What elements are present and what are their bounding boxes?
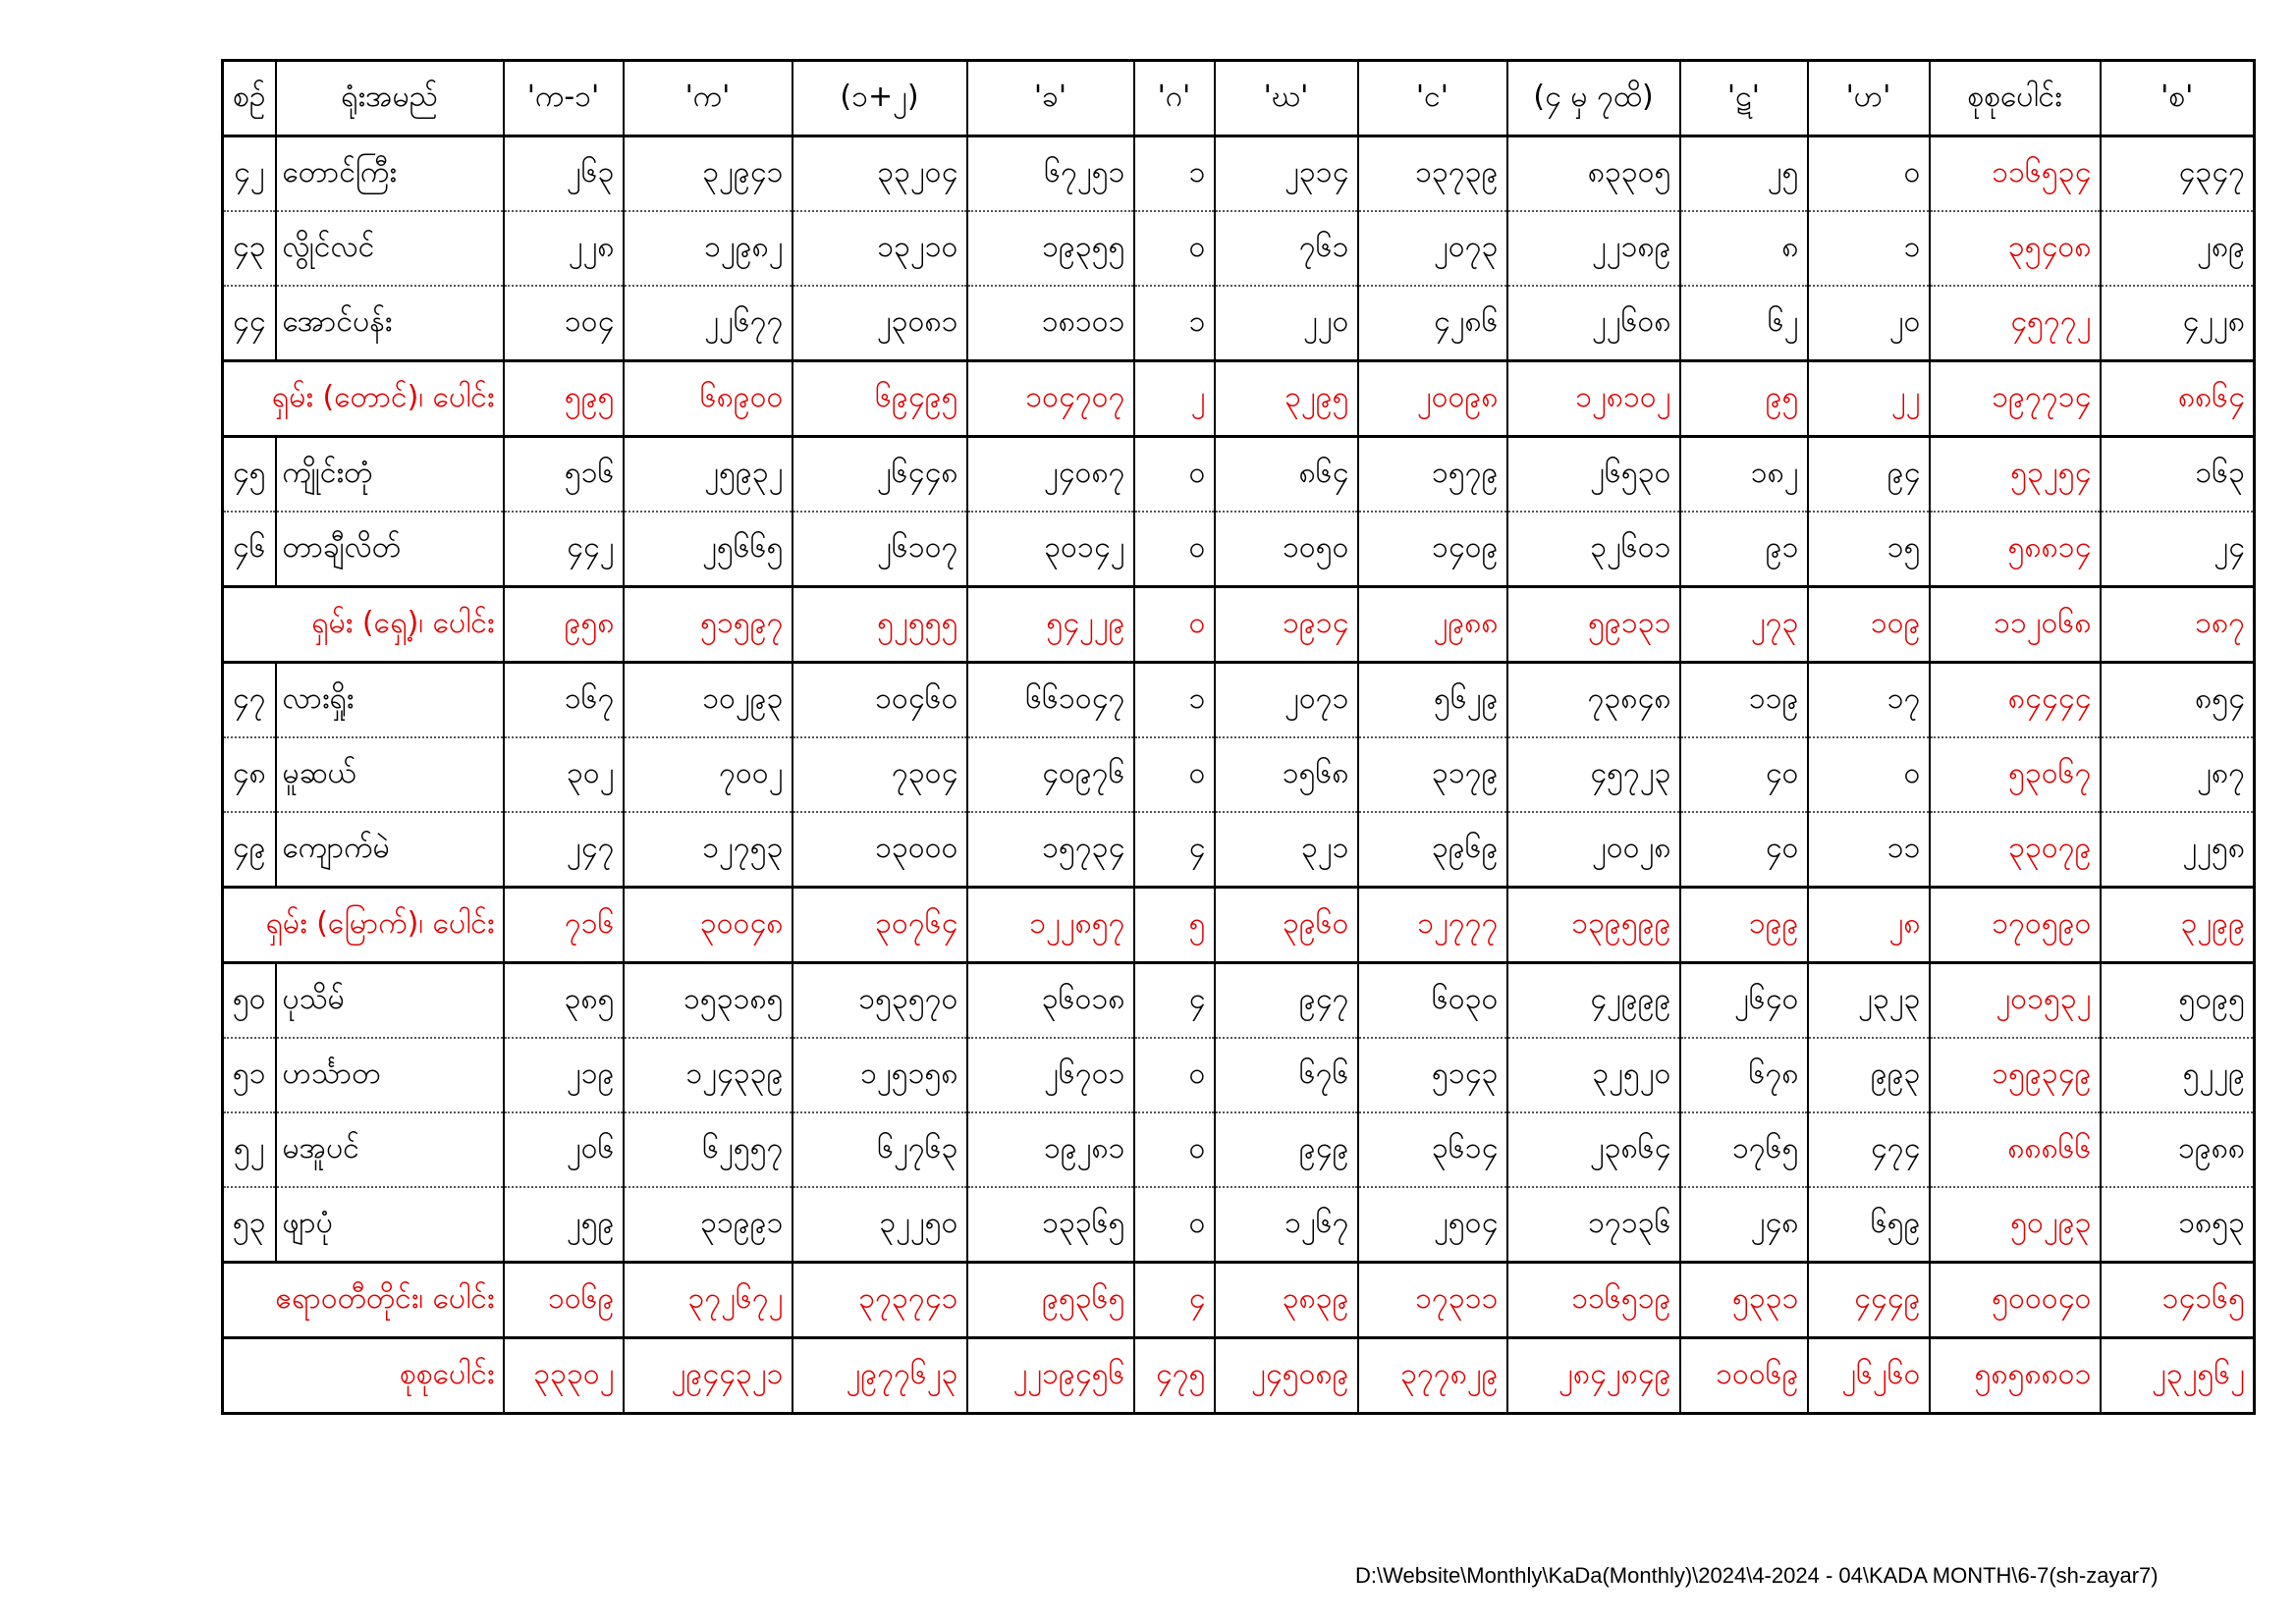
table-cell: ၁၀၅၀ — [1215, 512, 1358, 587]
table-cell: ၁၂၉၈၂ — [624, 211, 793, 286]
table-cell: ၂၅၀၄ — [1358, 1187, 1507, 1263]
table-cell: ၂၁၉ — [504, 1038, 624, 1112]
subtotal-row — [223, 1263, 2255, 1338]
table-cell: ၁၂၆၇ — [1215, 1187, 1358, 1263]
table-cell: ၆၅၉ — [1808, 1187, 1930, 1263]
table-cell: ၂၀၆ — [504, 1112, 624, 1187]
table-cell: ၁၅၆၈ — [1215, 737, 1358, 812]
table-cell: ၉၅၈ — [504, 587, 624, 663]
column-header: 'ဋ' — [1680, 61, 1808, 136]
table-cell: ၃၀၇၆၄ — [793, 888, 967, 963]
table-cell: ၁၅၃၅၇၀ — [793, 963, 967, 1039]
table-cell: ၃၇၃၇၄၁ — [793, 1263, 967, 1338]
table-cell: ၂၃၂၅၆၂ — [2101, 1338, 2255, 1414]
table-cell: ၃၇၂၆၇၂ — [624, 1263, 793, 1338]
table-cell: ၇၃၀၄ — [793, 737, 967, 812]
table-cell: ၁၉၉ — [1680, 888, 1808, 963]
column-header: (၄ မှ ၇ထိ) — [1507, 61, 1680, 136]
table-cell: ၂၄ — [2101, 512, 2255, 587]
table-cell: ၁၆၃ — [2101, 437, 2255, 513]
table-cell: ၈၆၄ — [1215, 437, 1358, 513]
table-cell: ၃၀၁၄၂ — [967, 512, 1134, 587]
table-cell: ၃၃၂၀၄ — [793, 136, 967, 212]
table-cell: ၈၈၈၆၆ — [1930, 1112, 2101, 1187]
column-header: စဉ် — [223, 61, 276, 136]
table-cell: ၆၇၆ — [1215, 1038, 1358, 1112]
table-cell: ၉၄၇ — [1215, 963, 1358, 1039]
table-cell: ၁၉၁၄ — [1215, 587, 1358, 663]
table-cell: ၅၉၅ — [504, 361, 624, 437]
table-cell: ၀ — [1134, 512, 1215, 587]
table-cell: ၉၅ — [1680, 361, 1808, 437]
table-cell: ၂၀ — [1808, 286, 1930, 361]
table-cell: ၂၄၈ — [1680, 1187, 1808, 1263]
table-cell: ၅၀၂၉၃ — [1930, 1187, 2101, 1263]
table-cell: ၁၃၂၁၀ — [793, 211, 967, 286]
table-cell: ၂၀၀၉၈ — [1358, 361, 1507, 437]
table-cell: ၁၁၉ — [1680, 663, 1808, 738]
table-cell: ၇၃၈၄၈ — [1507, 663, 1680, 738]
column-header: (၁+၂) — [793, 61, 967, 136]
office-name: ဖျာပုံ — [276, 1187, 504, 1263]
table-cell: ၃၂၁ — [1215, 812, 1358, 888]
table-cell: ၈၃၃၀၅ — [1507, 136, 1680, 212]
table-cell: ၅ — [1134, 888, 1215, 963]
table-cell: ၄၀ — [1680, 812, 1808, 888]
table-cell: ၂၆၂၆၀ — [1808, 1338, 1930, 1414]
table-cell: ၈ — [1680, 211, 1808, 286]
row-number: ၄၃ — [223, 211, 276, 286]
table-cell: ၄၅၇၇၂ — [1930, 286, 2101, 361]
column-header: 'ဟ' — [1808, 61, 1930, 136]
table-cell: ၃၈၃၉ — [1215, 1263, 1358, 1338]
column-header: 'င' — [1358, 61, 1507, 136]
table-cell: ၆၆၁၀၄၇ — [967, 663, 1134, 738]
table-cell: ၃၂၆၀၁ — [1507, 512, 1680, 587]
table-cell: ၅၀၉၅ — [2101, 963, 2255, 1039]
table-cell: ၂၅၉၃၂ — [624, 437, 793, 513]
table-cell: ၂၅ — [1680, 136, 1808, 212]
grand-total-label: စုစုပေါင်း — [223, 1338, 504, 1414]
column-header: 'က-၁' — [504, 61, 624, 136]
table-cell: ၀ — [1808, 136, 1930, 212]
office-name: တောင်ကြီး — [276, 136, 504, 212]
table-cell: ၂၆၅၃၀ — [1507, 437, 1680, 513]
table-cell: ၂၇၃ — [1680, 587, 1808, 663]
column-header: ရုံးအမည် — [276, 61, 504, 136]
table-cell: ၀ — [1134, 1038, 1215, 1112]
table-row — [223, 812, 2255, 888]
table-cell: ၅၄၂၂၉ — [967, 587, 1134, 663]
table-cell: ၂၃၁၄ — [1215, 136, 1358, 212]
table-cell: ၂၅၉ — [504, 1187, 624, 1263]
table-cell: ၇၆၁ — [1215, 211, 1358, 286]
table-cell: ၁၅၇၉ — [1358, 437, 1507, 513]
table-cell: ၉၄၉ — [1215, 1112, 1358, 1187]
table-cell: ၃၂၂၅၀ — [793, 1187, 967, 1263]
table-cell: ၁၀၄၇၀၇ — [967, 361, 1134, 437]
table-cell: ၁၀၆၉ — [504, 1263, 624, 1338]
table-cell: ၁၉၂၈၁ — [967, 1112, 1134, 1187]
table-cell: ၁၁၂၀၆၈ — [1930, 587, 2101, 663]
table-cell: ၄၀ — [1680, 737, 1808, 812]
table-cell: ၃၇၇၈၂၉ — [1358, 1338, 1507, 1414]
table-cell: ၅၈၈၁၄ — [1930, 512, 2101, 587]
table-cell: ၂၆၄၄၈ — [793, 437, 967, 513]
table-cell: ၉၉၃ — [1808, 1038, 1930, 1112]
table-cell: ၂၈၇ — [2101, 737, 2255, 812]
footer-file-path: D:\Website\Monthly\KaDa(Monthly)\2024\4-2024 - 04\KADA MONTH\6-7(sh-zayar7) — [1355, 1563, 2159, 1588]
table-cell: ၀ — [1134, 437, 1215, 513]
table-cell: ၁၆၇ — [504, 663, 624, 738]
table-cell: ၄၄၂ — [504, 512, 624, 587]
table-cell: ၁၀၀၆၉ — [1680, 1338, 1808, 1414]
table-cell: ၁၂၇၇၇ — [1358, 888, 1507, 963]
table-cell: ၃၂၅၂၀ — [1507, 1038, 1680, 1112]
table-cell: ၂၉၇၇၆၂၃ — [793, 1338, 967, 1414]
table-row — [223, 286, 2255, 361]
table-cell: ၂၅၆၆၅ — [624, 512, 793, 587]
table-cell: ၅၉၁၃၁ — [1507, 587, 1680, 663]
table-cell: ၃၅၄၀၈ — [1930, 211, 2101, 286]
subtotal-label: ဧရာဝတီတိုင်း၊ ပေါင်း — [223, 1263, 504, 1338]
table-cell: ၀ — [1134, 1187, 1215, 1263]
office-name: ကျောက်မဲ — [276, 812, 504, 888]
table-cell: ၁၃၀၀၀ — [793, 812, 967, 888]
table-cell: ၁၉၇၇၁၄ — [1930, 361, 2101, 437]
table-cell: ၂၄၇ — [504, 812, 624, 888]
table-cell: ၂၀၀၂၈ — [1507, 812, 1680, 888]
row-number: ၅၃ — [223, 1187, 276, 1263]
table-cell: ၁၈၁၀၁ — [967, 286, 1134, 361]
table-cell: ၄ — [1134, 812, 1215, 888]
table-cell: ၃၂၉၄၁ — [624, 136, 793, 212]
table-cell: ၄၀၉၇၆ — [967, 737, 1134, 812]
table-row — [223, 437, 2255, 513]
table-cell: ၀ — [1808, 737, 1930, 812]
table-cell: ၅၁၆ — [504, 437, 624, 513]
table-cell: ၁၂၂၈၅၇ — [967, 888, 1134, 963]
table-cell: ၂၂၈ — [504, 211, 624, 286]
table-cell: ၆၇၈ — [1680, 1038, 1808, 1112]
column-header: စုစုပေါင်း — [1930, 61, 2101, 136]
table-cell: ၁၈၂ — [1680, 437, 1808, 513]
table-cell: ၅၈၅၈၈၀၁ — [1930, 1338, 2101, 1414]
table-cell: ၁၈၇ — [2101, 587, 2255, 663]
table-cell: ၁၂၄၃၃၉ — [624, 1038, 793, 1112]
table-cell: ၃၉၆၉ — [1358, 812, 1507, 888]
office-name: လားရှိုး — [276, 663, 504, 738]
table-cell: ၁၅၉၃၄၉ — [1930, 1038, 2101, 1112]
table-cell: ၃၉၆၀ — [1215, 888, 1358, 963]
table-cell: ၄၄၄၉ — [1808, 1263, 1930, 1338]
table-cell: ၂၈ — [1808, 888, 1930, 963]
table-cell: ၅၆၂၉ — [1358, 663, 1507, 738]
row-number: ၄၆ — [223, 512, 276, 587]
row-number: ၅၂ — [223, 1112, 276, 1187]
table-cell: ၁၅၇၃၄ — [967, 812, 1134, 888]
table-cell: ၄၅၇၂၃ — [1507, 737, 1680, 812]
table-cell: ၂၄၀၈၇ — [967, 437, 1134, 513]
office-name: မူဆယ် — [276, 737, 504, 812]
table-row — [223, 663, 2255, 738]
column-header: 'က' — [624, 61, 793, 136]
table-row — [223, 737, 2255, 812]
table-cell: ၉၁ — [1680, 512, 1808, 587]
table-cell: ၂၃၀၈၁ — [793, 286, 967, 361]
row-number: ၄၉ — [223, 812, 276, 888]
table-cell: ၃၂၉၉ — [2101, 888, 2255, 963]
row-number: ၄၅ — [223, 437, 276, 513]
table-cell: ၄၇၄ — [1808, 1112, 1930, 1187]
office-name: မအူပင် — [276, 1112, 504, 1187]
row-number: ၄၇ — [223, 663, 276, 738]
row-number: ၄၈ — [223, 737, 276, 812]
table-cell: ၁၃၇၃၉ — [1358, 136, 1507, 212]
table-cell: ၃၀၂ — [504, 737, 624, 812]
column-header: 'စ' — [2101, 61, 2255, 136]
table-row — [223, 963, 2255, 1039]
table-cell: ၂၀၇၃ — [1358, 211, 1507, 286]
table-cell: ၁၃၃၆၅ — [967, 1187, 1134, 1263]
grand-total-row — [223, 1338, 2255, 1414]
table-cell: ၂၆၄၀ — [1680, 963, 1808, 1039]
table-cell: ၇၁၆ — [504, 888, 624, 963]
table-row — [223, 1038, 2255, 1112]
subtotal-row — [223, 587, 2255, 663]
table-cell: ၄၇၅ — [1134, 1338, 1215, 1414]
table-cell: ၅၀၀၀၄၀ — [1930, 1263, 2101, 1338]
table-cell: ၁၇၃၁၁ — [1358, 1263, 1507, 1338]
table-cell: ၆၈၉၀၀ — [624, 361, 793, 437]
subtotal-row — [223, 888, 2255, 963]
table-cell: ၂၂၁၉၄၅၆ — [967, 1338, 1134, 1414]
table-row — [223, 1112, 2255, 1187]
subtotal-label: ရှမ်း (ရှေ့)၊ ပေါင်း — [223, 587, 504, 663]
table-row — [223, 1187, 2255, 1263]
table-cell: ၂၂၀ — [1215, 286, 1358, 361]
subtotal-label: ရှမ်း (မြောက်)၊ ပေါင်း — [223, 888, 504, 963]
table-row — [223, 512, 2255, 587]
table-cell: ၁၈၅၃ — [2101, 1187, 2255, 1263]
table-cell: ၂၈၄၂၈၄၉ — [1507, 1338, 1680, 1414]
table-cell: ၅၂၅၅၅ — [793, 587, 967, 663]
table-cell: ၆၂၅၅၇ — [624, 1112, 793, 1187]
table-cell: ၃၁၇၉ — [1358, 737, 1507, 812]
table-cell: ၀ — [1134, 737, 1215, 812]
table-cell: ၅၃၂၅၄ — [1930, 437, 2101, 513]
table-cell: ၁၇၀၅၉၀ — [1930, 888, 2101, 963]
table-cell: ၃၁၉၉၁ — [624, 1187, 793, 1263]
table-cell: ၁၉၈၈ — [2101, 1112, 2255, 1187]
office-name: လွိုင်လင် — [276, 211, 504, 286]
table-cell: ၇၀၀၂ — [624, 737, 793, 812]
table-cell: ၃၈၅ — [504, 963, 624, 1039]
table-cell: ၃၃၀၇၉ — [1930, 812, 2101, 888]
table-cell: ၄၂၂၈ — [2101, 286, 2255, 361]
table-cell: ၂ — [1134, 361, 1215, 437]
table-cell: ၅၂၂၉ — [2101, 1038, 2255, 1112]
table-cell: ၂၂၁၈၉ — [1507, 211, 1680, 286]
table-cell: ၀ — [1134, 587, 1215, 663]
table-cell: ၂၄၅၀၈၉ — [1215, 1338, 1358, 1414]
table-cell: ၂၃၂၃ — [1808, 963, 1930, 1039]
table-cell: ၁၄၁၆၅ — [2101, 1263, 2255, 1338]
table-cell: ၈၄၄၄၄ — [1930, 663, 2101, 738]
table-cell: ၅၁၅၉၇ — [624, 587, 793, 663]
column-header: 'ဃ' — [1215, 61, 1358, 136]
table-cell: ၈၅၄ — [2101, 663, 2255, 738]
row-number: ၄၄ — [223, 286, 276, 361]
office-name: အောင်ပန်း — [276, 286, 504, 361]
table-cell: ၂၂၆၀၈ — [1507, 286, 1680, 361]
table-cell: ၂၀၁၅၃၂ — [1930, 963, 2101, 1039]
table-cell: ၁၄၀၉ — [1358, 512, 1507, 587]
table-cell: ၁၀၄ — [504, 286, 624, 361]
office-name: ဟင်္သာတ — [276, 1038, 504, 1112]
table-cell: ၄၃၄၇ — [2101, 136, 2255, 212]
table-cell: ၂၆၁၀၇ — [793, 512, 967, 587]
table-cell: ၁၂၅၁၅၈ — [793, 1038, 967, 1112]
table-cell: ၁၇၁၃၆ — [1507, 1187, 1680, 1263]
table-cell: ၀ — [1134, 1112, 1215, 1187]
table-cell: ၂၂၅၈ — [2101, 812, 2255, 888]
table-row — [223, 136, 2255, 212]
header-row — [223, 61, 2255, 136]
table-cell: ၁၂၈၁၀၂ — [1507, 361, 1680, 437]
table-cell: ၆၂၇၆၃ — [793, 1112, 967, 1187]
table-cell: ၂၈၉ — [2101, 211, 2255, 286]
table-cell: ၁ — [1134, 136, 1215, 212]
table-cell: ၁၁၆၅၃၄ — [1930, 136, 2101, 212]
table-cell: ၃၆၀၁၈ — [967, 963, 1134, 1039]
office-name: တာချီလိတ် — [276, 512, 504, 587]
table-cell: ၅၁၄၃ — [1358, 1038, 1507, 1112]
table-cell: ၆၀၃၀ — [1358, 963, 1507, 1039]
table-cell: ၄ — [1134, 963, 1215, 1039]
table-cell: ၉၄ — [1808, 437, 1930, 513]
table-cell: ၃၂၉၅ — [1215, 361, 1358, 437]
table-cell: ၂၆၃ — [504, 136, 624, 212]
table-cell: ၀ — [1134, 211, 1215, 286]
column-header: 'ဂ' — [1134, 61, 1215, 136]
statistics-table — [221, 59, 2256, 1415]
table-cell: ၂၉၈၈ — [1358, 587, 1507, 663]
table-cell: ၁၀၄၆၀ — [793, 663, 967, 738]
table-row — [223, 211, 2255, 286]
table-cell: ၉၅၃၆၅ — [967, 1263, 1134, 1338]
table-cell: ၆၉၄၉၅ — [793, 361, 967, 437]
table-cell: ၁ — [1808, 211, 1930, 286]
table-cell: ၃၃၃၀၂ — [504, 1338, 624, 1414]
table-cell: ၂၆၇၀၁ — [967, 1038, 1134, 1112]
table-cell: ၁၅၃၁၈၅ — [624, 963, 793, 1039]
table-cell: ၂၂ — [1808, 361, 1930, 437]
table-cell: ၁၃၉၅၉၉ — [1507, 888, 1680, 963]
table-cell: ၅၃၀၆၇ — [1930, 737, 2101, 812]
table-cell: ၆၂ — [1680, 286, 1808, 361]
office-name: ကျိုင်းတုံ — [276, 437, 504, 513]
table-cell: ၁ — [1134, 286, 1215, 361]
table-cell: ၁၀၉ — [1808, 587, 1930, 663]
table-cell: ၁၅ — [1808, 512, 1930, 587]
table-cell: ၁၇ — [1808, 663, 1930, 738]
table-cell: ၁၁ — [1808, 812, 1930, 888]
table-cell: ၂၉၄၄၃၂၁ — [624, 1338, 793, 1414]
row-number: ၄၂ — [223, 136, 276, 212]
row-number: ၅၁ — [223, 1038, 276, 1112]
column-header: 'ခ' — [967, 61, 1134, 136]
table-cell: ၈၈၆၄ — [2101, 361, 2255, 437]
office-name: ပုသိမ် — [276, 963, 504, 1039]
table-cell: ၄၂၈၆ — [1358, 286, 1507, 361]
row-number: ၅၀ — [223, 963, 276, 1039]
table-cell: ၃၆၁၄ — [1358, 1112, 1507, 1187]
table-cell: ၂၂၆၇၇ — [624, 286, 793, 361]
table-cell: ၅၃၃၁ — [1680, 1263, 1808, 1338]
table-cell: ၁၂၇၅၃ — [624, 812, 793, 888]
table-cell: ၁၀၂၉၃ — [624, 663, 793, 738]
table-cell: ၂၃၈၆၄ — [1507, 1112, 1680, 1187]
table-cell: ၄၂၉၉၉ — [1507, 963, 1680, 1039]
table-cell: ၃၀၀၄၈ — [624, 888, 793, 963]
subtotal-label: ရှမ်း (တောင်)၊ ပေါင်း — [223, 361, 504, 437]
table-cell: ၄ — [1134, 1263, 1215, 1338]
table-cell: ၆၇၂၅၁ — [967, 136, 1134, 212]
subtotal-row — [223, 361, 2255, 437]
table-body — [223, 136, 2255, 1414]
table-cell: ၁ — [1134, 663, 1215, 738]
table-cell: ၁၇၆၅ — [1680, 1112, 1808, 1187]
table-cell: ၁၉၃၅၅ — [967, 211, 1134, 286]
table-cell: ၁၁၆၅၁၉ — [1507, 1263, 1680, 1338]
table-cell: ၂၀၇၁ — [1215, 663, 1358, 738]
